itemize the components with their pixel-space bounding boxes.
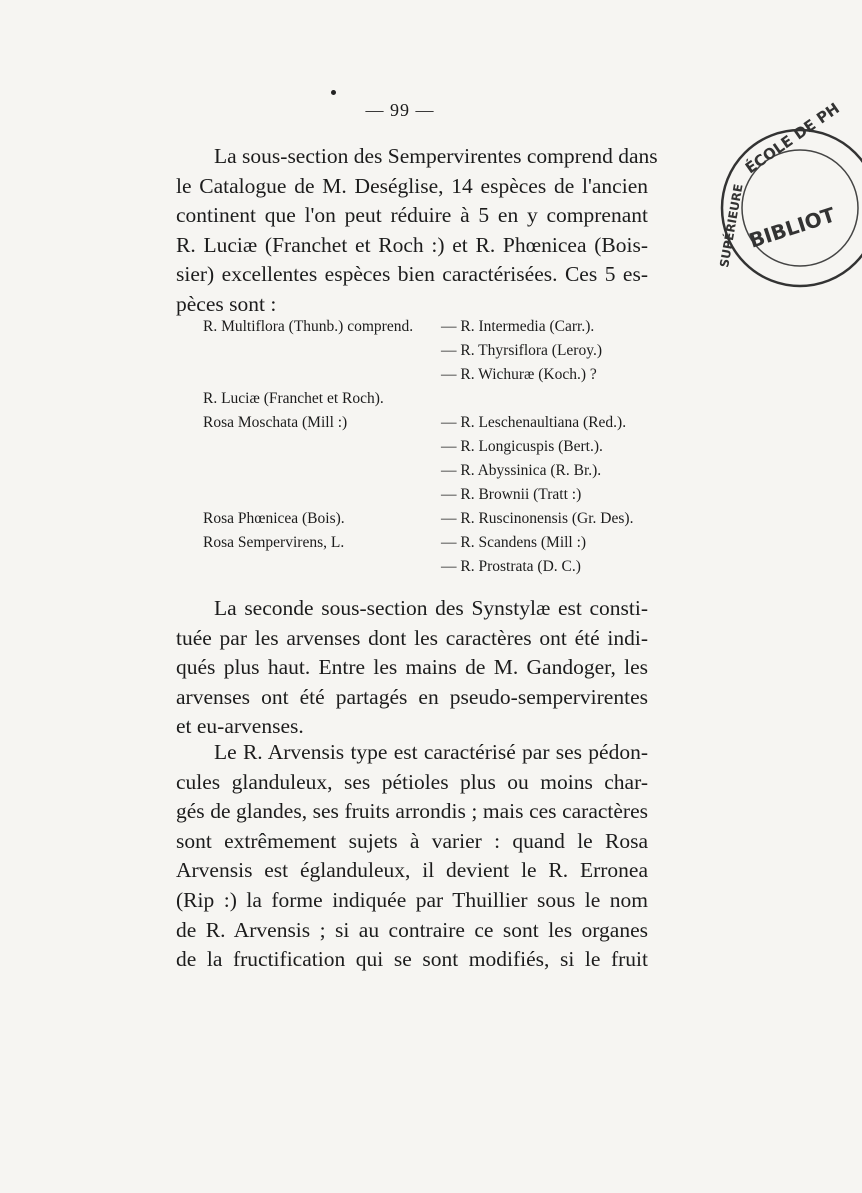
list-item [203, 318, 663, 342]
list-item-right: — R. Wichuræ (Koch.) ? [441, 366, 597, 383]
text-line: (Rip :) la forme indiquée par Thuillier sous le nom [176, 887, 648, 912]
text-line: R. Luciæ (Franchet et Roch :) et R. Phœnicea (Bois- [176, 232, 648, 257]
stamp-center-text: BIBLIOT [746, 202, 838, 253]
list-item-right: — R. Brownii (Tratt :) [441, 486, 582, 503]
list-item [203, 366, 663, 390]
list-item-right: — R. Prostrata (D. C.) [441, 558, 581, 575]
text-line: continent que l'on peut réduire à 5 en y comprenant [176, 203, 648, 228]
library-stamp [712, 99, 862, 318]
text-line: La sous-section des Sempervirentes comprend dans [214, 144, 658, 168]
list-item [203, 462, 663, 486]
text-line: La seconde sous-section des Synstylæ est consti- [214, 596, 648, 620]
text-line: Le R. Arvensis type est caractérisé par ses pédon- [214, 740, 648, 764]
list-item-right: — R. Scandens (Mill :) [441, 534, 587, 551]
list-item-right: — R. Thyrsiflora (Leroy.) [441, 342, 602, 359]
list-item [203, 342, 663, 366]
stamp-seal-icon [712, 99, 862, 318]
list-item-left: Rosa Moschata (Mill :) [203, 414, 348, 431]
text-line: sier) excellentes espèces bien caractérisées. Ces 5 es- [176, 262, 648, 287]
list-item [203, 510, 663, 534]
text-line: de R. Arvensis ; si au contraire ce sont les organes [176, 917, 648, 942]
list-item-left: Rosa Sempervirens, L. [203, 534, 345, 551]
text-line: pèces sont : [176, 291, 277, 316]
list-item-right: — R. Intermedia (Carr.). [441, 318, 595, 335]
list-item-right: — R. Ruscinonensis (Gr. Des). [441, 510, 634, 527]
text-line: de la fructification qui se sont modifiés, si le fruit [176, 947, 648, 972]
list-item [203, 390, 663, 414]
list-item [203, 438, 663, 462]
list-item-left: R. Luciæ (Franchet et Roch). [203, 390, 384, 407]
list-item [203, 486, 663, 510]
text-line: sont extrêmement sujets à varier : quand le Rosa [176, 828, 648, 853]
list-item-right: — R. Longicuspis (Bert.). [441, 438, 603, 455]
text-line: tuée par les arvenses dont les caractères ont été indi- [176, 625, 648, 650]
list-item [203, 534, 663, 558]
page-number: — 99 — [365, 100, 435, 120]
list-item-left: R. Multiflora (Thunb.) comprend. [203, 318, 414, 335]
ink-dot [331, 90, 336, 95]
text-line: et eu-arvenses. [176, 714, 304, 739]
text-line: arvenses ont été partagés en pseudo-sempervirentes [176, 684, 648, 709]
paragraph-3 [176, 738, 648, 975]
text-line: le Catalogue de M. Deséglise, 14 espèces de l'ancien [176, 173, 648, 198]
list-item [203, 414, 663, 438]
list-item-right: — R. Leschenaultiana (Red.). [441, 414, 627, 431]
text-line: gés de glandes, ses fruits arrondis ; mais ces caractères [176, 799, 648, 824]
text-line: Arvensis est églanduleux, il devient le R. Erronea [176, 858, 648, 883]
stamp-top-text: ÉCOLE DE PH [741, 99, 843, 178]
list-item-right: — R. Abyssinica (R. Br.). [441, 462, 602, 479]
paragraph-1 [176, 142, 658, 320]
paragraph-2 [176, 594, 648, 742]
list-item [203, 558, 663, 582]
list-item-left: Rosa Phœnicea (Bois). [203, 510, 345, 527]
stamp-side-text: SUPÉRIEURE [717, 182, 746, 269]
text-line: cules glanduleux, ses pétioles plus ou moins char- [176, 769, 648, 794]
text-line: qués plus haut. Entre les mains de M. Gandoger, les [176, 655, 648, 680]
